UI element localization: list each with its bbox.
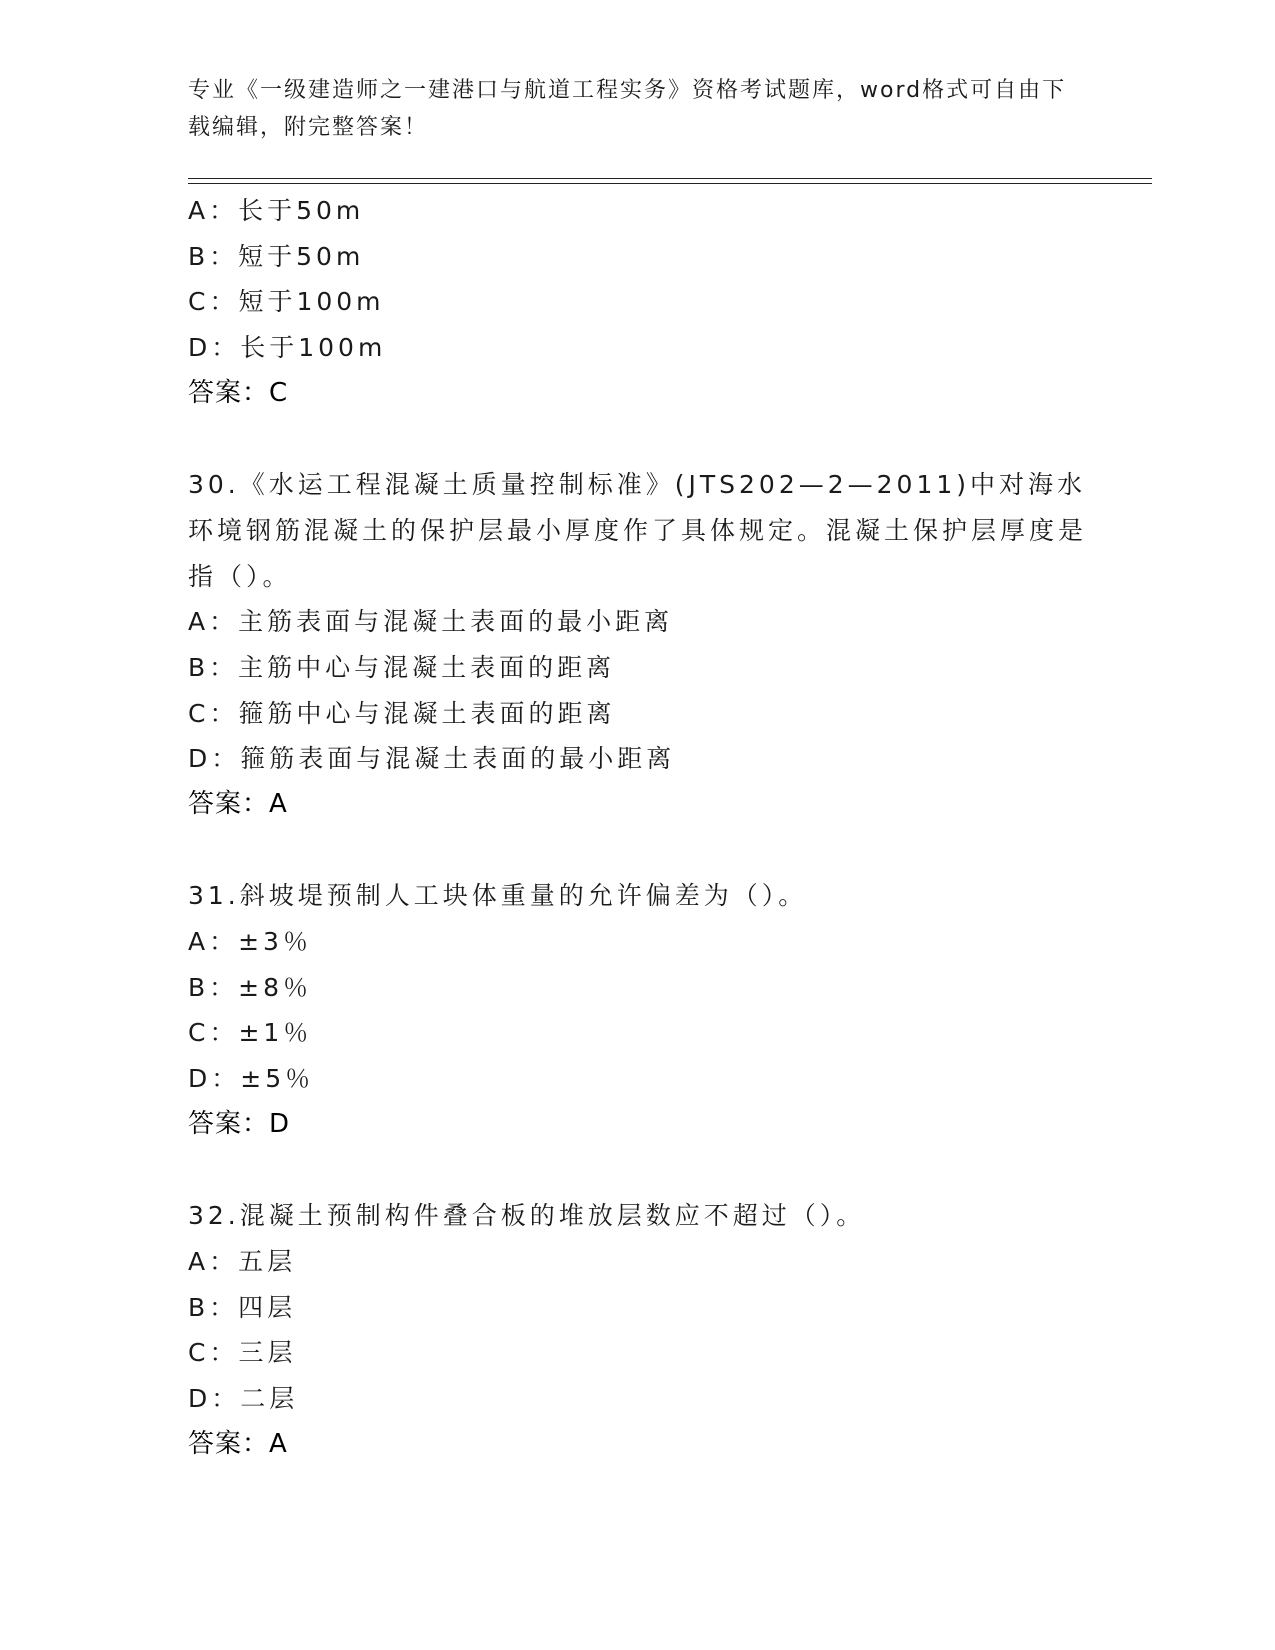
spacer [188, 1148, 1088, 1194]
option-a: A：长于50m [188, 196, 365, 225]
option-a: A：主筋表面与混凝土表面的最小距离 [188, 607, 674, 637]
answer-line: 答案：A [188, 1428, 288, 1459]
option-a: A：±3％ [188, 927, 312, 957]
option-d: D：箍筋表面与混凝土表面的最小距离 [188, 744, 676, 774]
question-block [188, 462, 1088, 828]
answer-line: 答案：C [188, 377, 289, 408]
option-a: A：五层 [188, 1246, 297, 1276]
spacer [188, 828, 1088, 874]
option-c: C：三层 [188, 1338, 297, 1368]
option-b: B：短于50m [188, 241, 365, 271]
question-stem: 31.斜坡堤预制人工块体重量的允许偏差为（）。 [188, 881, 808, 911]
question-stem: 30.《水运工程混凝土质量控制标准》(JTS202—2—2011)中对海水环境钢筋混凝土的保护层最小厚度作了具体规定。混凝土保护层厚度是指（）。 [188, 470, 1088, 591]
question-stem: 32.混凝土预制构件叠合板的堆放层数应不超过（）。 [188, 1201, 866, 1231]
header-divider-bottom [188, 183, 1152, 184]
option-b: B：四层 [188, 1292, 297, 1322]
question-block [188, 1193, 1088, 1467]
option-c: C：短于100m [188, 287, 385, 317]
option-d: D：二层 [188, 1383, 299, 1413]
option-b: B：主筋中心与混凝土表面的距离 [188, 652, 616, 682]
answer-line: 答案：A [188, 788, 288, 819]
question-block [188, 873, 1088, 1147]
header-divider-top [188, 178, 1152, 179]
option-d: D：长于100m [188, 333, 387, 363]
option-d: D：±5％ [188, 1064, 315, 1094]
header-text: 专业《一级建造师之一建港口与航道工程实务》资格考试题库，word格式可自由下载编辑，附完整答案！ [188, 78, 1067, 140]
page-header [188, 72, 1078, 146]
option-c: C：±1％ [188, 1018, 313, 1048]
question-block [188, 188, 1088, 416]
spacer [188, 416, 1088, 462]
option-c: C：箍筋中心与混凝土表面的距离 [188, 698, 616, 728]
answer-line: 答案：D [188, 1108, 291, 1139]
option-b: B：±8％ [188, 972, 313, 1002]
question-list [188, 188, 1088, 1467]
